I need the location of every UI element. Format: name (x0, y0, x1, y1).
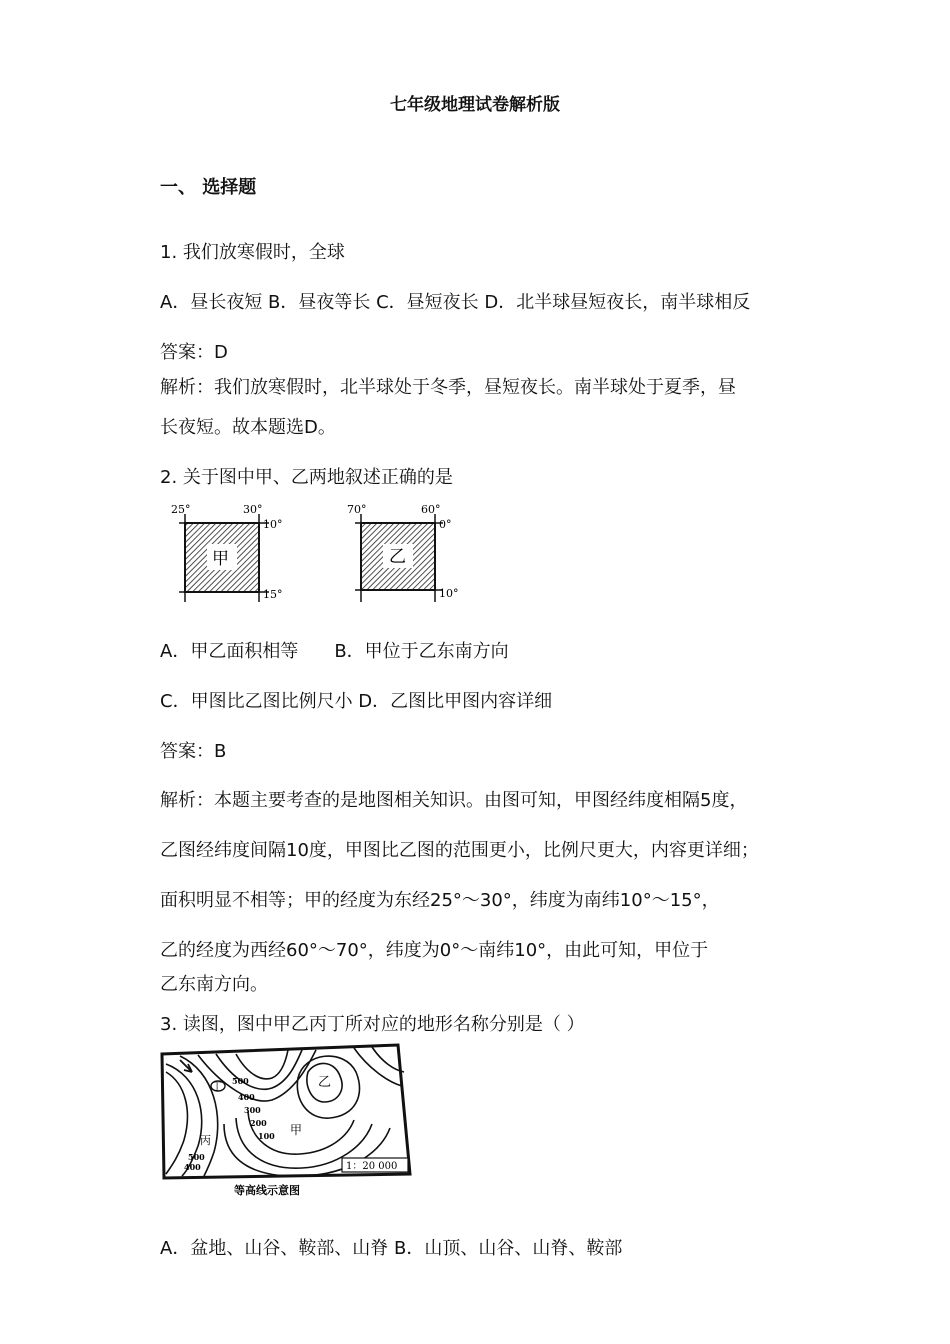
q2-analysis-line-2: 乙图经纬度间隔10度，甲图比乙图的范围更小，比例尺更大，内容更详细； (160, 840, 759, 861)
map-label-yi: 乙 (318, 1075, 332, 1090)
section-heading: 一、 选择题 (160, 177, 257, 198)
contour-label-400: 400 (238, 1092, 255, 1102)
jia-lat-bottom: 15° (263, 588, 283, 601)
jia-lat-top: 10° (263, 518, 283, 531)
contour-label-500: 500 (232, 1076, 249, 1086)
contour-label-200: 200 (250, 1118, 267, 1128)
map-label-ding: 丁 (212, 1082, 222, 1093)
yi-lat-bottom: 10° (439, 587, 459, 600)
q1-answer: 答案：D (160, 342, 228, 363)
map-scale: 1：20 000 (346, 1161, 398, 1172)
jia-lon-left: 25° (171, 503, 191, 516)
contour-label-300: 300 (244, 1105, 261, 1115)
q1-analysis-line-1: 解析：我们放寒假时，北半球处于冬季，昼短夜长。南半球处于夏季，昼 (160, 377, 736, 398)
q2-analysis-line-4: 乙的经度为西经60°～70°，纬度为0°～南纬10°，由此可知，甲位于 (160, 940, 709, 961)
yi-lon-right: 60° (421, 503, 441, 516)
q2-analysis-line-3: 面积明显不相等；甲的经度为东经25°～30°，纬度为南纬10°～15°， (160, 890, 720, 911)
q3-contour-map (158, 1042, 420, 1200)
q2-analysis-line-5: 乙东南方向。 (160, 974, 268, 995)
contour-label-400b: 400 (184, 1162, 201, 1172)
q1-options: A．昼长夜短 B．昼夜等长 C．昼短夜长 D．北半球昼短夜长，南半球相反 (160, 292, 751, 313)
q1-stem: 1. 我们放寒假时，全球 (160, 242, 345, 263)
contour-label-100: 100 (258, 1131, 275, 1141)
page-title: 七年级地理试卷解析版 (390, 95, 560, 115)
q2-analysis-line-1: 解析：本题主要考查的是地图相关知识。由图可知，甲图经纬度相隔5度， (160, 790, 748, 811)
yi-lon-left: 70° (347, 503, 367, 516)
q2-figure-jia (165, 500, 305, 606)
jia-label: 甲 (212, 549, 229, 569)
yi-lat-top: 0° (439, 518, 452, 531)
yi-label: 乙 (389, 547, 406, 567)
map-label-jia: 甲 (290, 1123, 303, 1137)
map-caption: 等高线示意图 (234, 1184, 300, 1197)
q2-options-line-1: A．甲乙面积相等 B．甲位于乙东南方向 (160, 641, 509, 662)
q2-answer: 答案：B (160, 741, 227, 762)
q2-stem: 2. 关于图中甲、乙两地叙述正确的是 (160, 467, 453, 488)
q3-options-line-1: A．盆地、山谷、鞍部、山脊 B．山顶、山谷、山脊、鞍部 (160, 1238, 623, 1259)
q1-analysis-line-2: 长夜短。故本题选D。 (160, 417, 336, 438)
map-label-bing: 丙 (200, 1134, 211, 1147)
jia-lon-right: 30° (243, 503, 263, 516)
q3-stem: 3. 读图，图中甲乙丙丁所对应的地形名称分别是（ ） (160, 1014, 585, 1035)
contour-label-500b: 500 (188, 1152, 205, 1162)
q2-figure-yi (343, 500, 483, 606)
q2-options-line-2: C．甲图比乙图比例尺小 D．乙图比甲图内容详细 (160, 691, 553, 712)
